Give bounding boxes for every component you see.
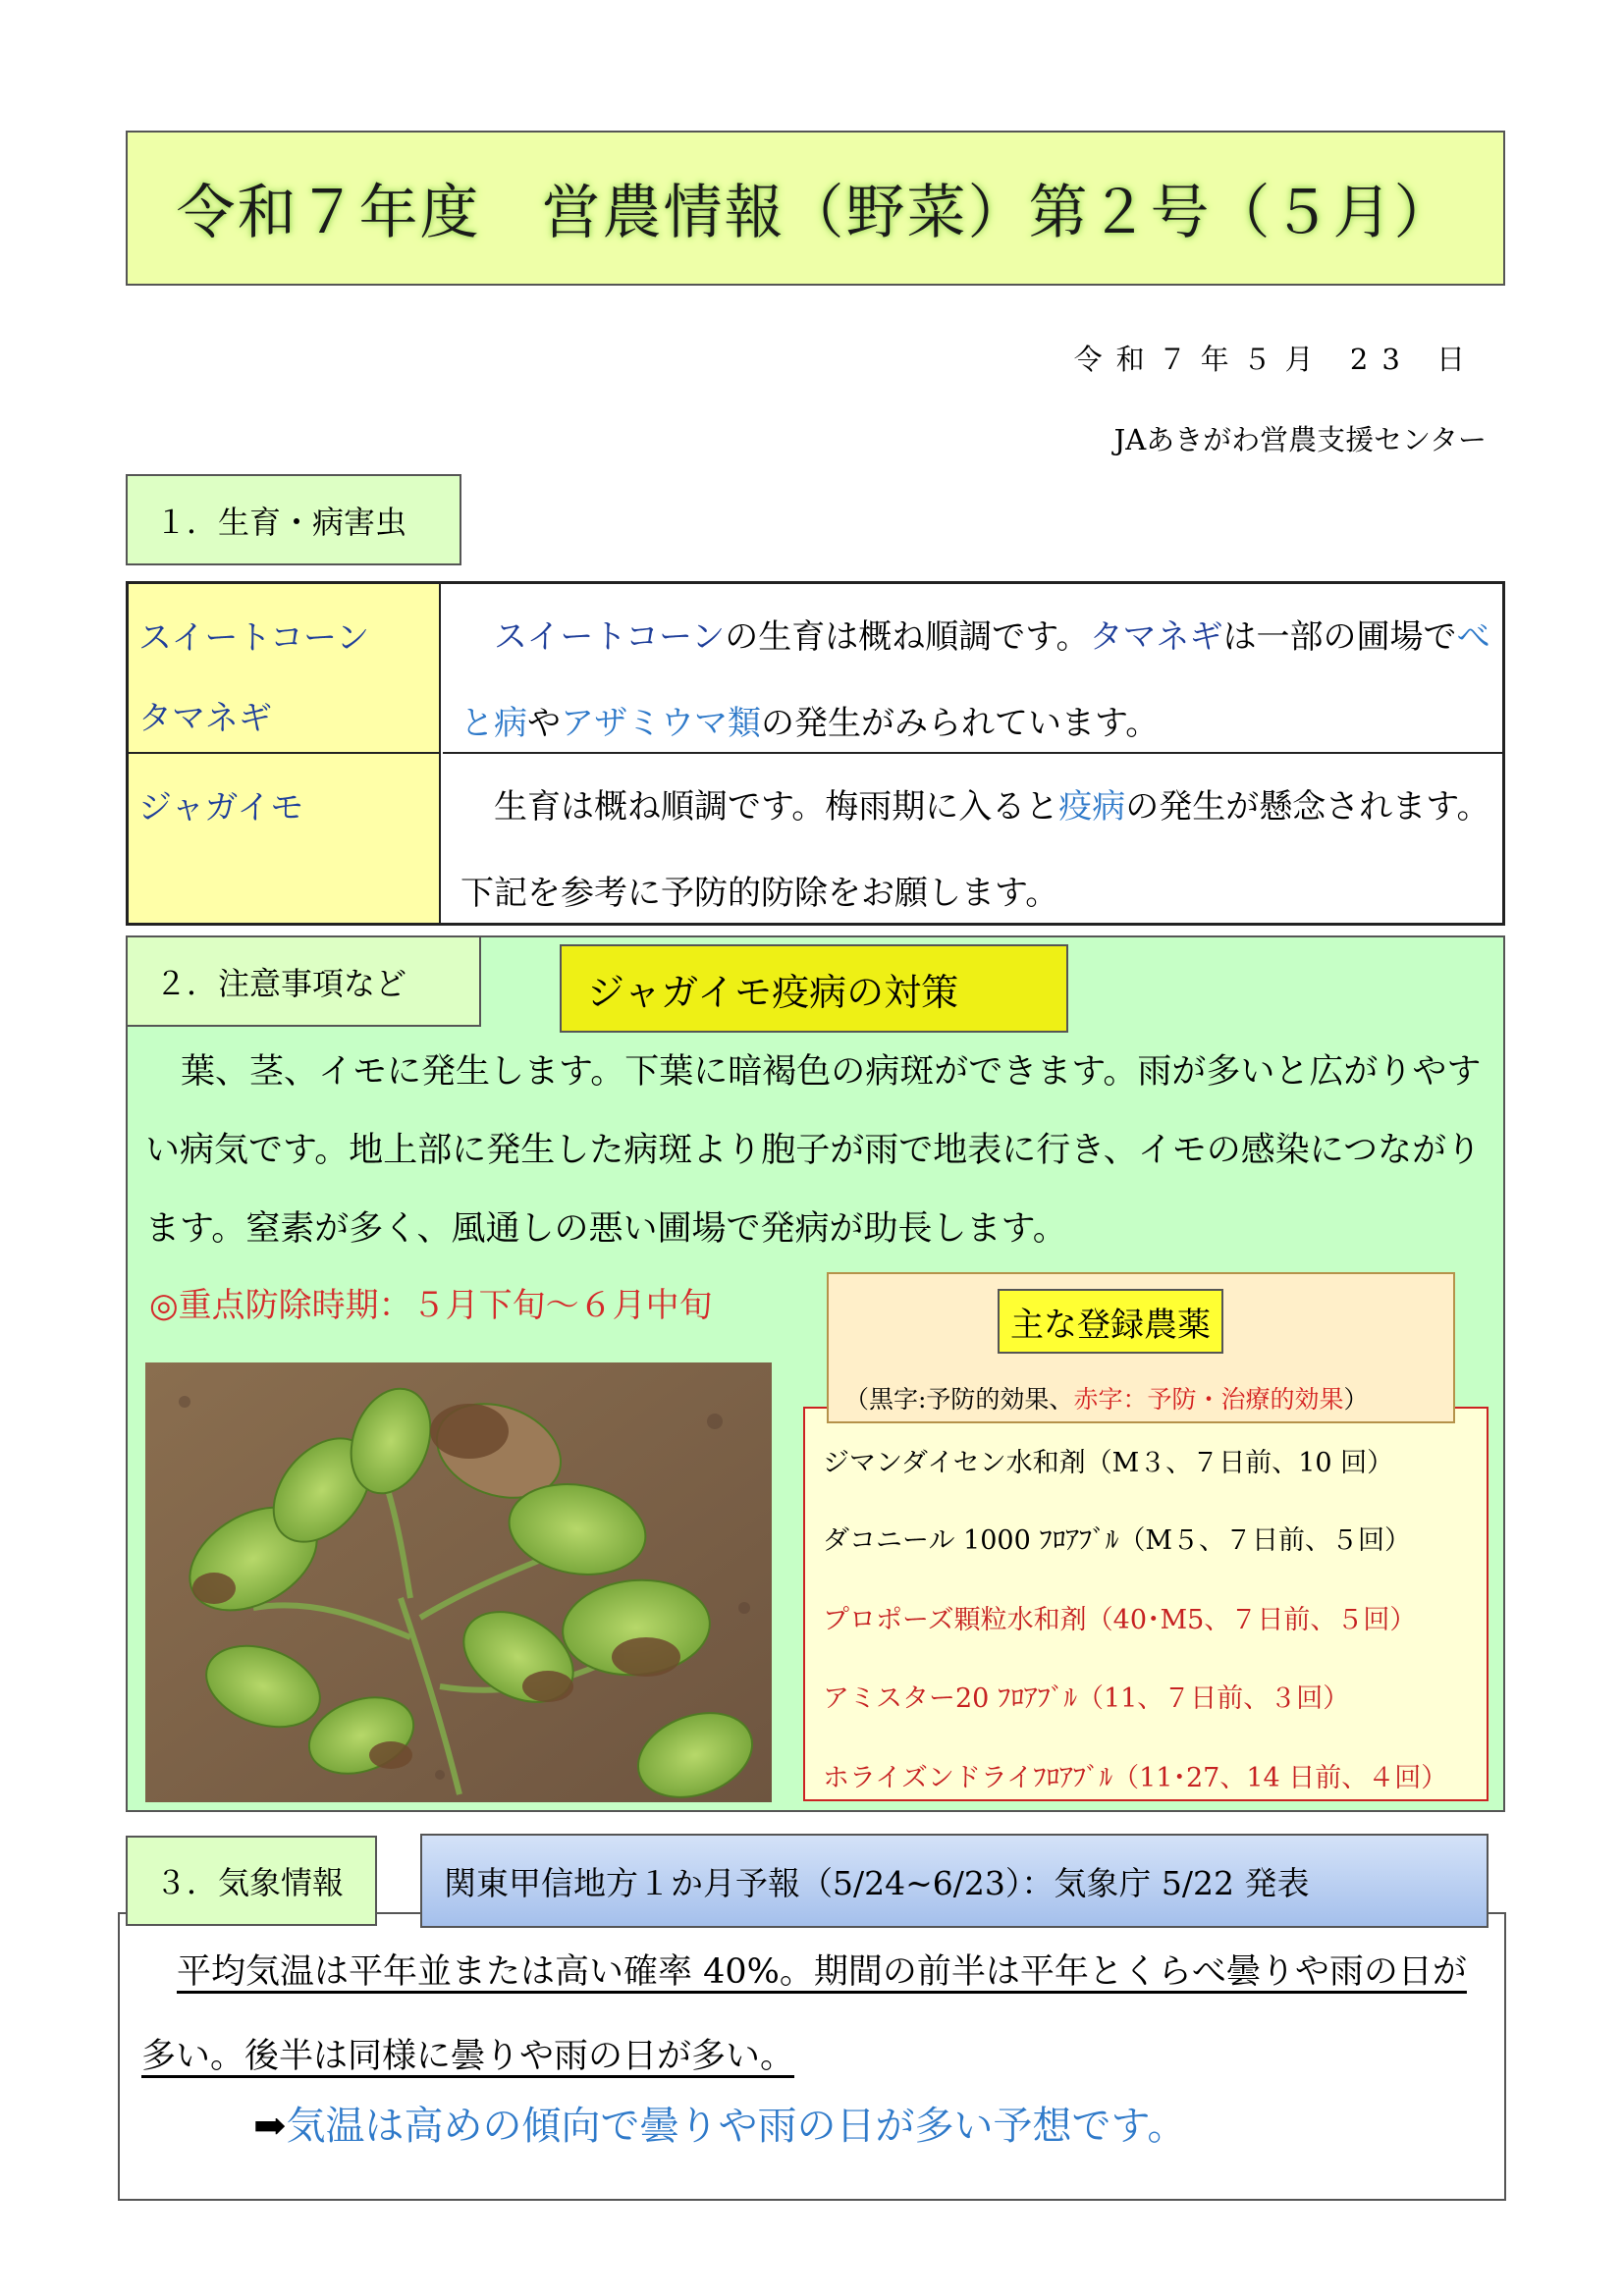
chemical-item: アミスター20 ﾌﾛｱﾌﾞﾙ（11、７日前、３回） (823, 1683, 1350, 1714)
issue-date: 令和７年５月 23 日 (1073, 343, 1479, 376)
legend-red: 赤字：予防・治療的効果 (1073, 1385, 1344, 1414)
label-potato: ジャガイモ (138, 788, 304, 828)
legend-black: （黒字:予防的効果、 (844, 1385, 1074, 1414)
focus-period: ◎重点防除時期：５月下旬～６月中旬 (149, 1286, 713, 1325)
growth-table (126, 581, 1505, 926)
chemical-title: 主な登録農薬 (998, 1289, 1223, 1354)
term-sweetcorn: スイートコーン (494, 617, 726, 657)
row-label-sweetcorn-onion (129, 584, 441, 754)
text-fragment: は一部の圃場で (1222, 617, 1457, 657)
text-fragment: 生育は概ね順調です。梅雨期に入ると (494, 787, 1059, 827)
row-label-potato (129, 754, 441, 923)
term-onion: タマネギ (1089, 617, 1223, 657)
section2-heading: ２．注意事項など (126, 935, 481, 1027)
chemical-item: ダコニール 1000 ﾌﾛｱﾌﾞﾙ（M５、７日前、５回） (823, 1525, 1411, 1556)
text-fragment: の生育は概ね順調です。 (725, 617, 1090, 657)
title-box (126, 131, 1505, 286)
chemical-legend (844, 1380, 1368, 1415)
text-fragment: や (527, 704, 561, 743)
measure-title: ジャガイモ疫病の対策 (560, 944, 1068, 1033)
chemical-item: ホライズンドライﾌﾛｱﾌﾞﾙ（11･27、14 日前、４回） (823, 1763, 1448, 1793)
forecast-text (141, 1930, 1487, 2099)
text-fragment: の発生が懸念されます。下記を参考に予防的防除をお願します。 (460, 787, 1490, 913)
term-thrips: アザミウマ類 (561, 704, 761, 743)
label-onion: タマネギ (138, 699, 272, 738)
forecast-text-content: 平均気温は平年並または高い確率 40%。期間の前半は平年とくらべ曇りや雨の日が多い。後半は同様に曇りや雨の日が多い。 (141, 1952, 1467, 2076)
legend-end: ） (1343, 1385, 1369, 1414)
section3-heading: ３．気象情報 (126, 1836, 377, 1926)
arrow-right-icon: ➡ (253, 2104, 287, 2149)
conclusion-text: 気温は高めの傾向で曇りや雨の日が多い予想です。 (286, 2104, 1187, 2149)
term-late-blight: 疫病 (1058, 787, 1126, 827)
text-fragment: の発生がみられています。 (761, 704, 1160, 743)
organization: JAあきがわ営農支援センター (1113, 423, 1487, 456)
chemical-item: プロポーズ顆粒水和剤（40･M5、７日前、５回） (823, 1605, 1417, 1635)
term-downy-mildew: べと病 (460, 617, 1490, 743)
row-body-sweetcorn-onion (443, 584, 1502, 754)
potato-leaf-illustration (145, 1362, 772, 1802)
section1-heading: １．生育・病害虫 (126, 474, 461, 565)
chemical-item: ジマンダイセン水和剤（M３、７日前、10 回） (823, 1448, 1394, 1478)
forecast-title: 関東甲信地方１か月予報（5/24~6/23）：気象庁 5/22 発表 (420, 1834, 1489, 1928)
late-blight-description: 葉、茎、イモに発生します。下葉に暗褐色の病斑ができます。雨が多いと広がりやすい病気です。地上部に発生した病斑より胞子が雨で地表に行き、イモの感染につながります。窒素が多く、風通しの悪い圃場で発病が助長します。 (145, 1052, 1482, 1249)
page-title: 令和７年度 営農情報（野菜）第２号（５月） (176, 179, 1455, 247)
label-sweetcorn: スイートコーン (138, 618, 370, 658)
forecast-conclusion (253, 2095, 1186, 2151)
potato-leaf-photo (145, 1362, 772, 1802)
row-body-potato (443, 754, 1502, 923)
